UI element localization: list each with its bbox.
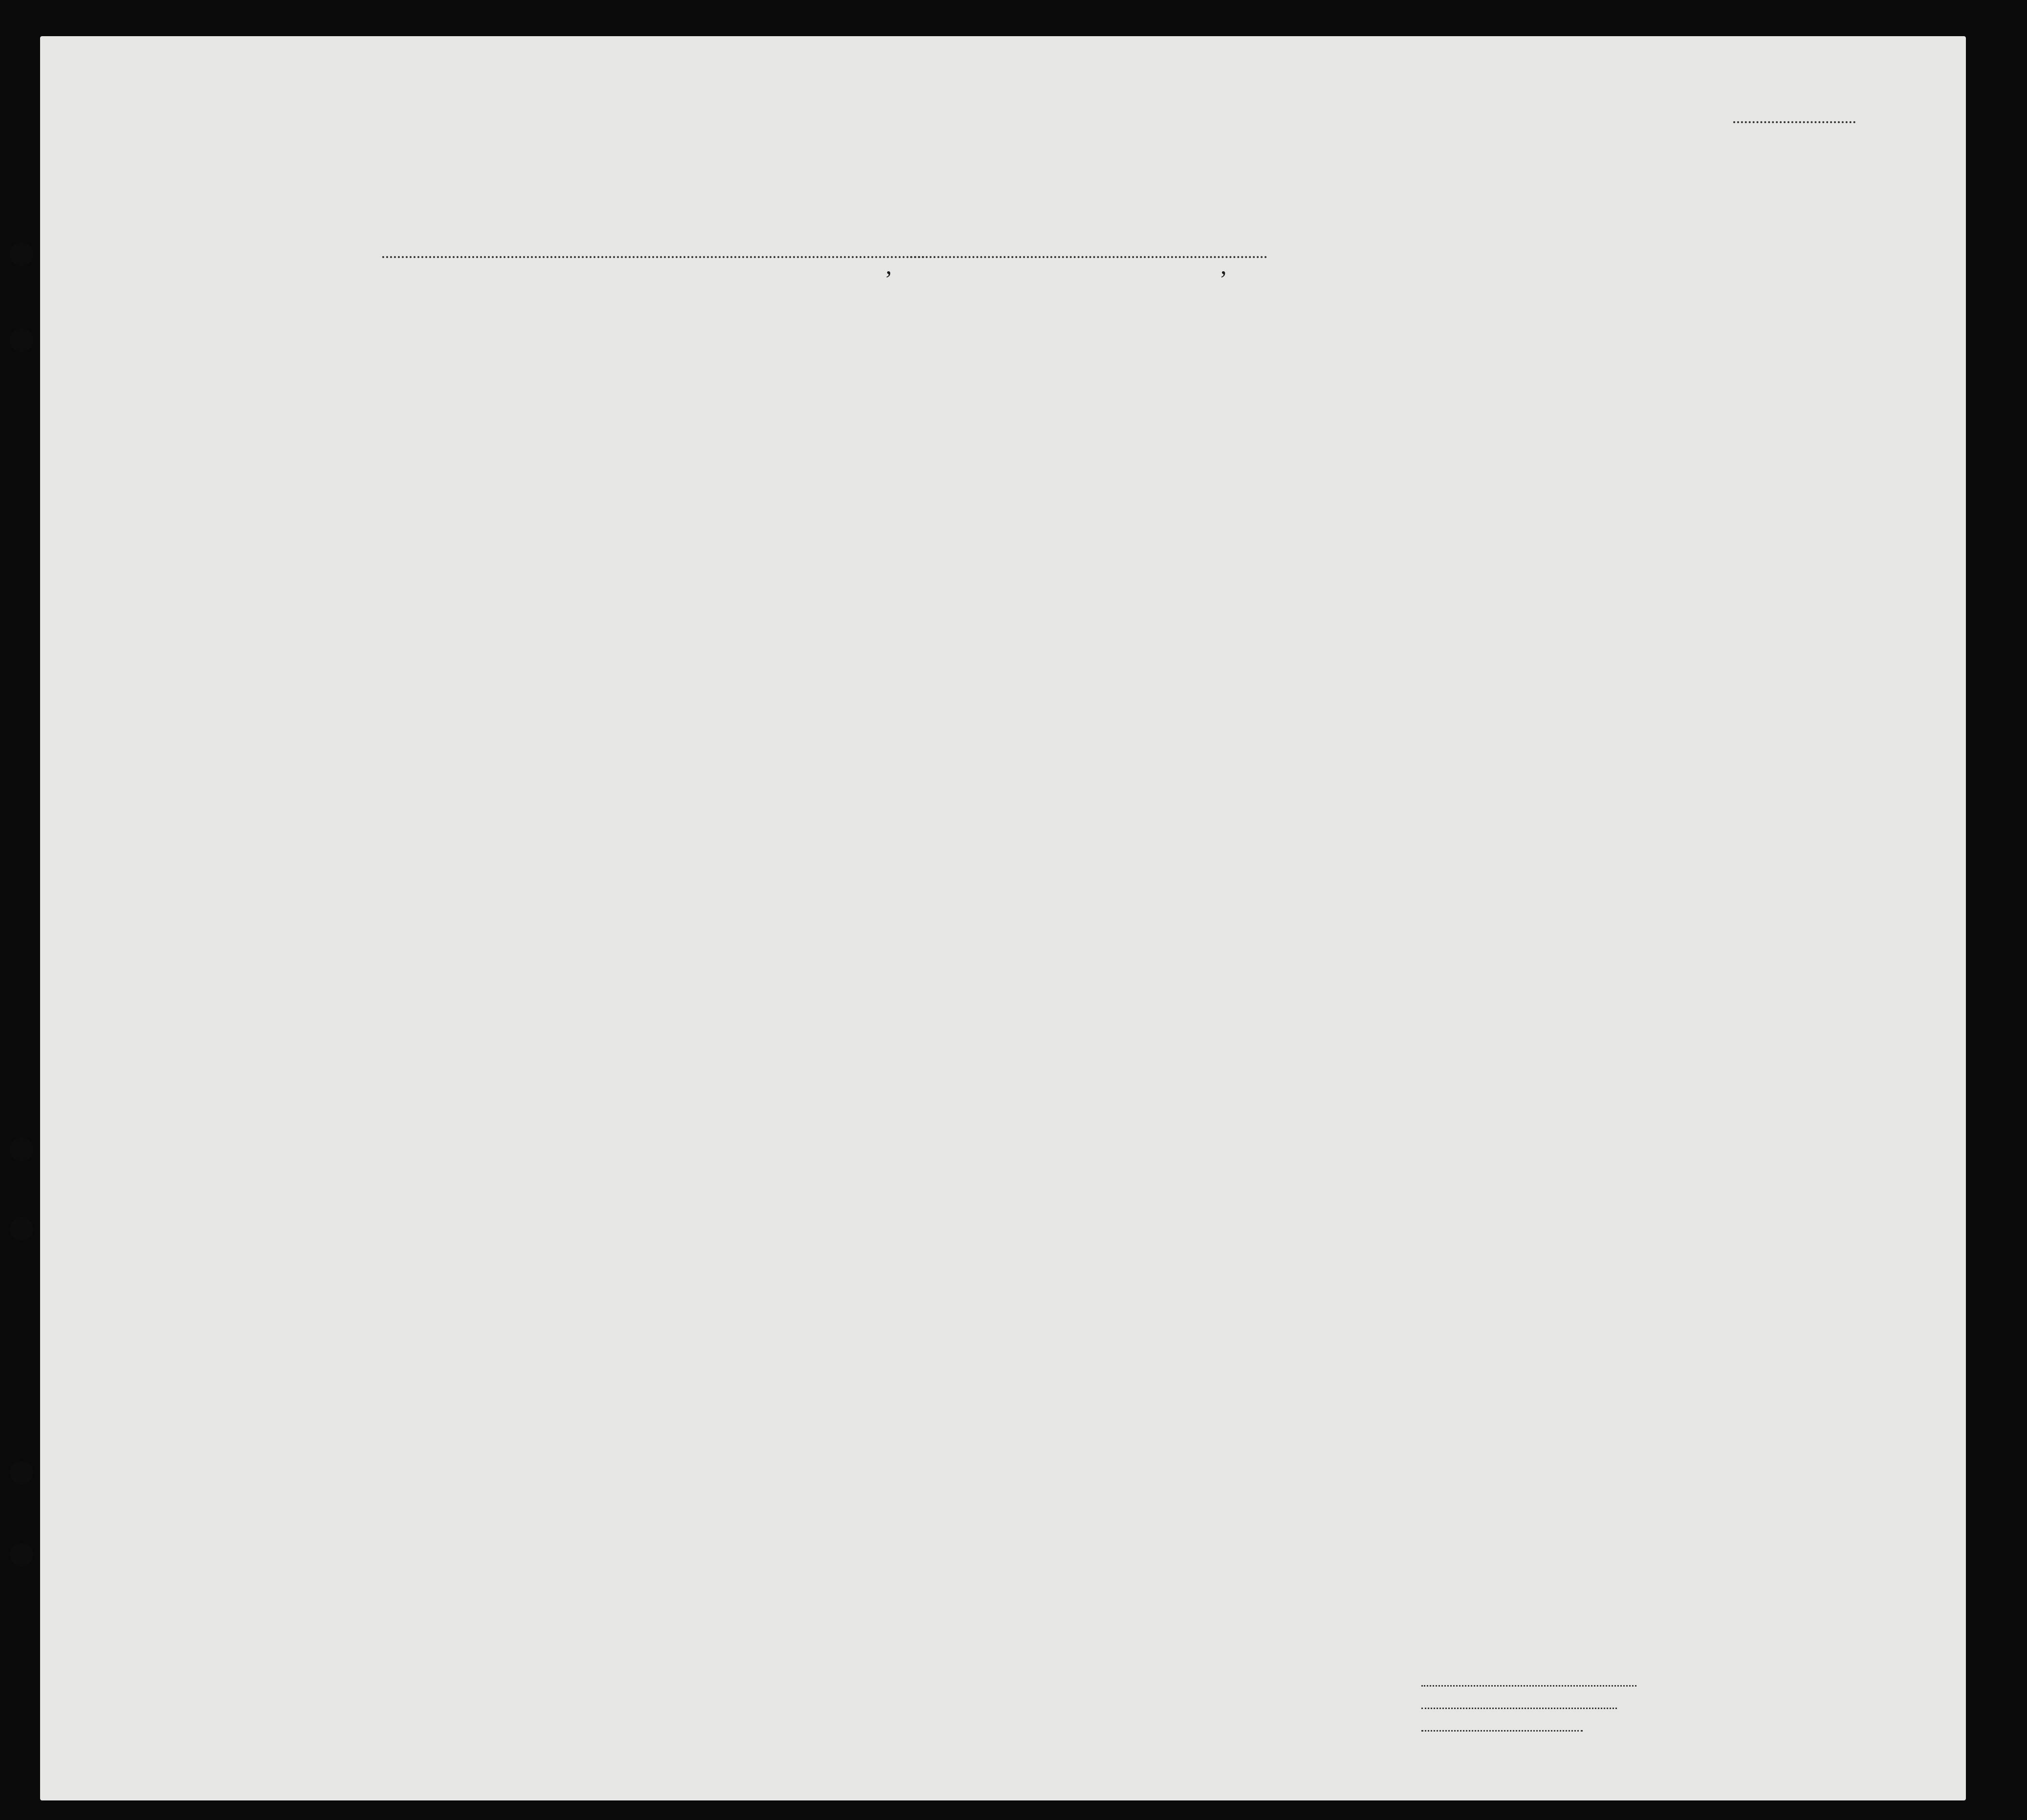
date-separator: , (886, 252, 892, 279)
manifest-sheet (40, 36, 1966, 1800)
binder-hole (10, 1461, 33, 1485)
date-separator: , (1221, 252, 1227, 279)
manifest-table (40, 36, 1966, 1800)
local-agents-field (1418, 1719, 1583, 1735)
owners-field (1418, 1697, 1617, 1712)
line-field (1418, 1674, 1636, 1690)
binder-hole (10, 242, 33, 266)
binder-hole (10, 1543, 33, 1567)
binder-hole (10, 1217, 33, 1240)
binder-hole (10, 328, 33, 352)
binder-hole (10, 1138, 33, 1161)
